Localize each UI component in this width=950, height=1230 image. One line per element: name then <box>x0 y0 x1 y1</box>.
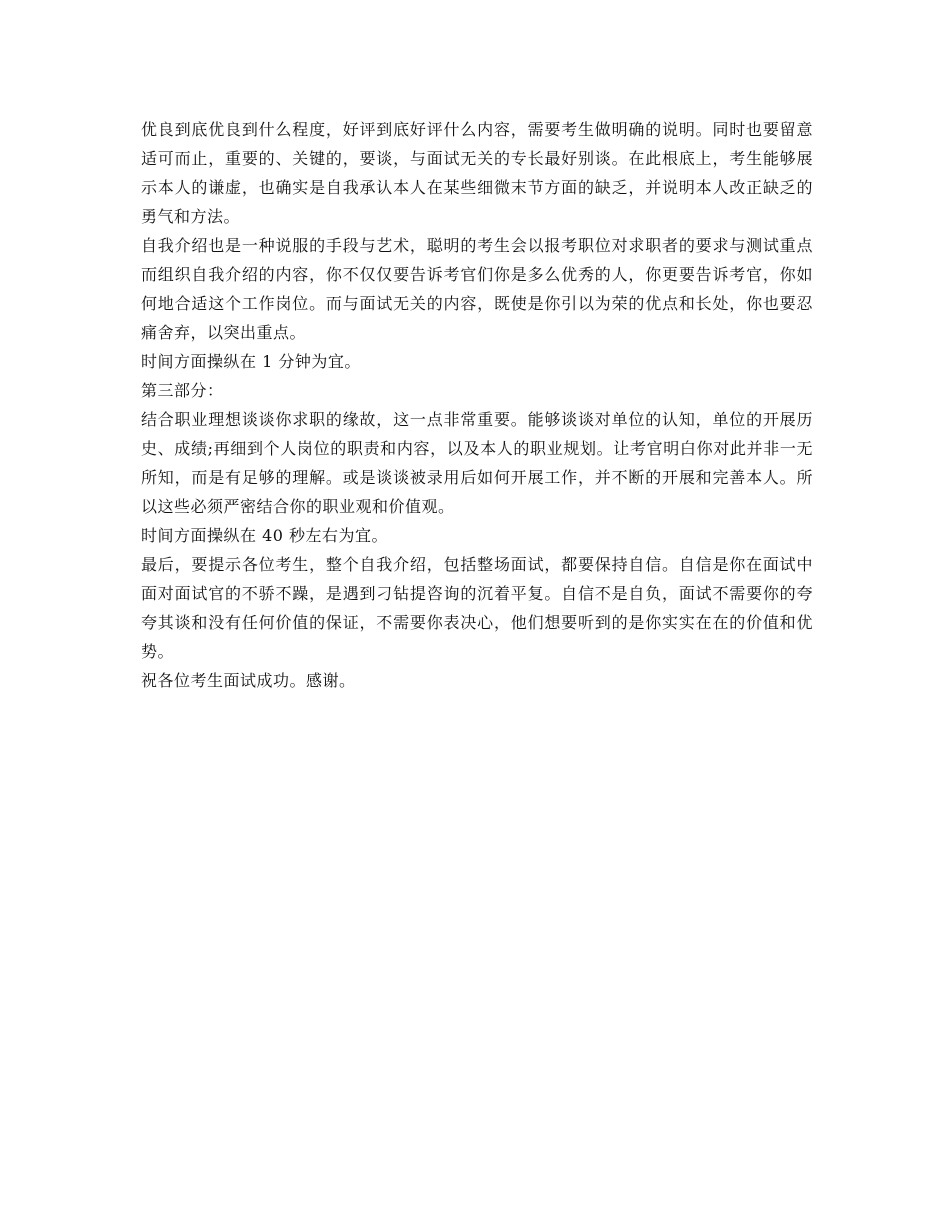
paragraph-career-goals: 结合职业理想谈谈你求职的缘故，这一点非常重要。能够谈谈对单位的认知，单位的开展历史、成绩;再细到个人岗位的职责和内容，以及本人的职业规划。让考官明白你对此并非一无所知，而是有足够的理解。或是谈谈被录用后如何开展工作，并不断的开展和完善本人。所以这些必须严密结合你的职业观和价值观。 <box>141 410 813 516</box>
document-body <box>141 115 813 695</box>
paragraph-self-evaluation: 优良到底优良到什么程度，好评到底好评什么内容，需要考生做明确的说明。同时也要留意适可而止，重要的、关键的，要谈，与面试无关的专长最好别谈。在此根底上，考生能够展示本人的谦虚，也确实是自我承认本人在某些细微末节方面的缺乏，并说明本人改正缺乏的勇气和方法。 <box>141 120 813 226</box>
paragraph-closing: 祝各位考生面试成功。感谢。 <box>141 671 356 690</box>
paragraph-time-forty-seconds: 时间方面操纵在 40 秒左右为宜。 <box>141 526 389 545</box>
paragraph-persuasion: 自我介绍也是一种说服的手段与艺术，聪明的考生会以报考职位对求职者的要求与测试重点而组织自我介绍的内容，你不仅仅要告诉考官们你是多么优秀的人，你更要告诉考官，你如何地合适这个工作岗位。而与面试无关的内容，既使是你引以为荣的优点和长处，你也要忍痛舍弃，以突出重点。 <box>141 236 813 342</box>
section-heading-part-three: 第三部分： <box>141 381 224 400</box>
paragraph-confidence: 最后，要提示各位考生，整个自我介绍，包括整场面试，都要保持自信。自信是你在面试中面对面试官的不骄不躁，是遇到刁钻提咨询的沉着平复。自信不是自负，面试不需要你的夸夸其谈和没有任何价值的保证，不需要你表决心，他们想要听到的是你实实在在的价值和优势。 <box>141 555 813 661</box>
paragraph-time-one-minute: 时间方面操纵在 1 分钟为宜。 <box>141 352 361 371</box>
